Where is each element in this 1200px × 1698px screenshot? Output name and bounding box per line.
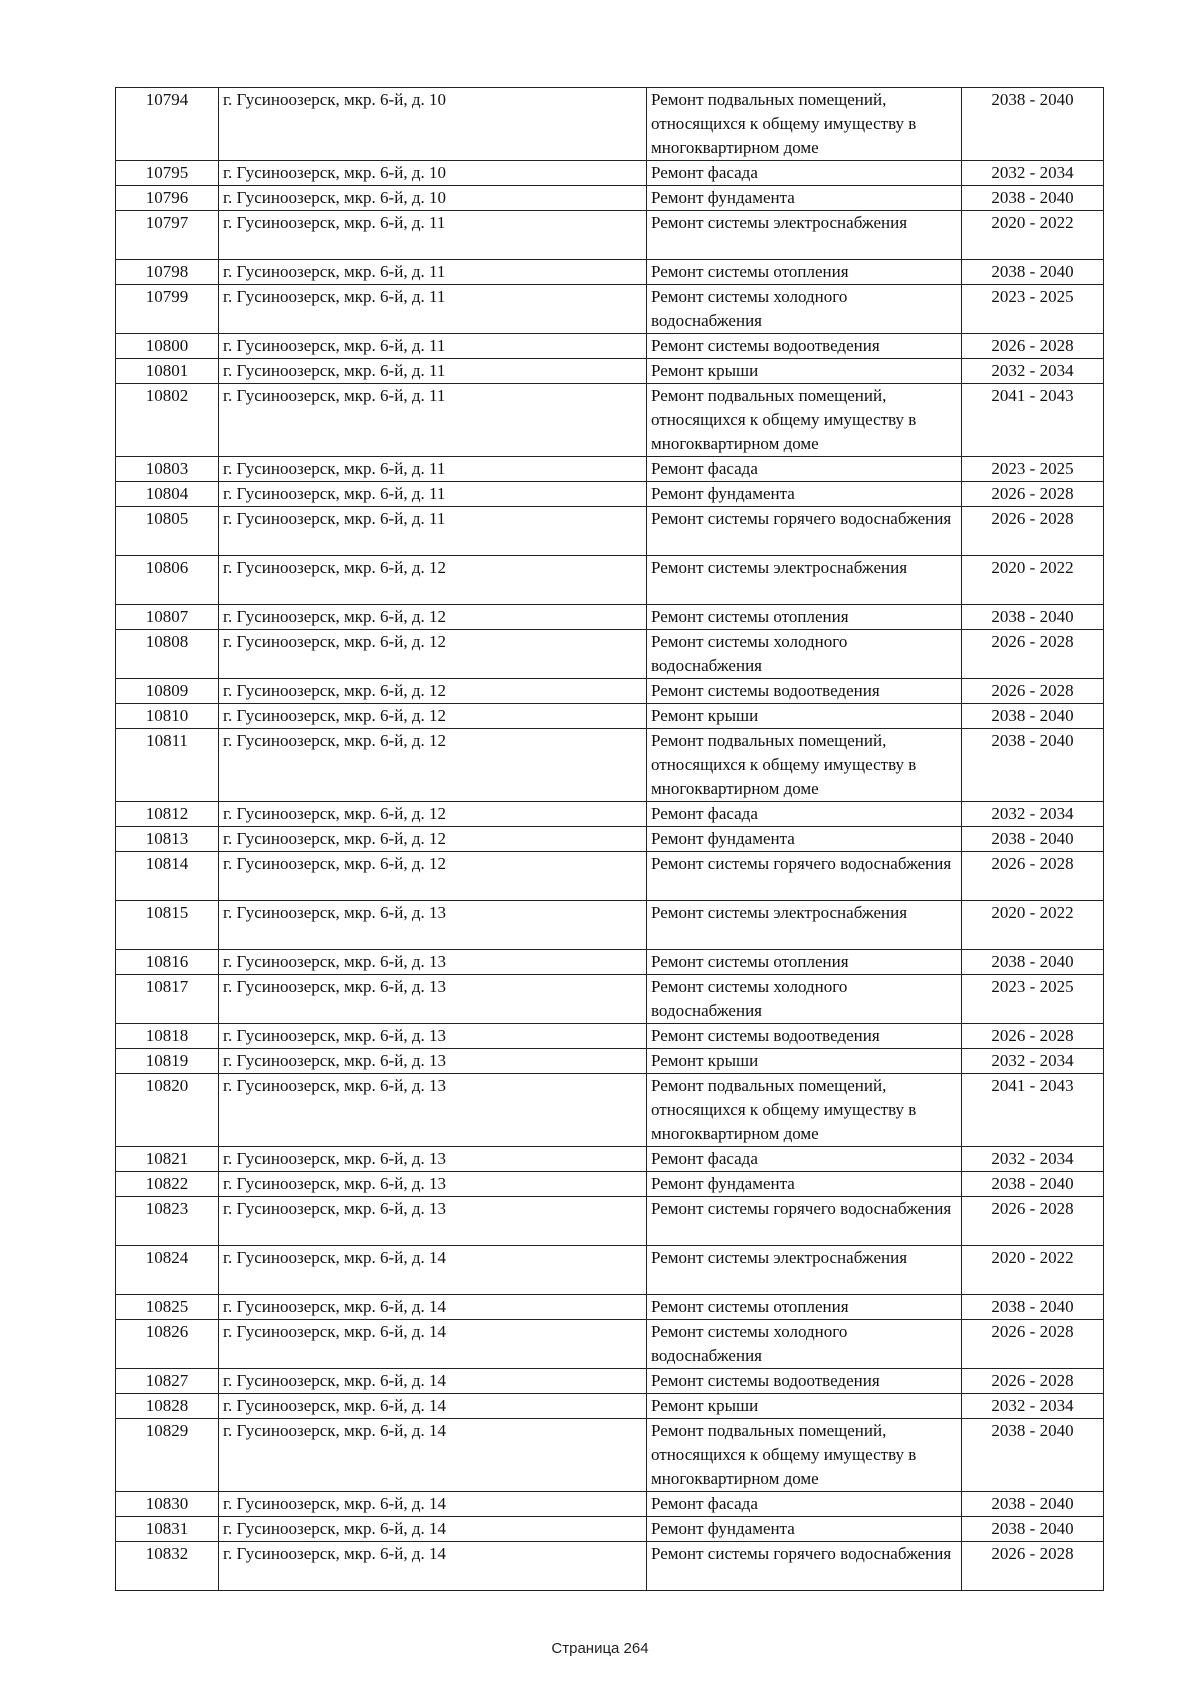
cell-period: 2026 - 2028 [962,1542,1104,1591]
cell-number: 10803 [116,457,219,482]
cell-address: г. Гусиноозерск, мкр. 6-й, д. 12 [219,704,647,729]
cell-number: 10820 [116,1074,219,1147]
cell-period: 2038 - 2040 [962,260,1104,285]
cell-number: 10812 [116,802,219,827]
cell-period: 2032 - 2034 [962,161,1104,186]
cell-address: г. Гусиноозерск, мкр. 6-й, д. 13 [219,1074,647,1147]
cell-period: 2038 - 2040 [962,605,1104,630]
cell-period: 2038 - 2040 [962,729,1104,802]
cell-work-type: Ремонт фасада [647,457,962,482]
cell-address: г. Гусиноозерск, мкр. 6-й, д. 11 [219,482,647,507]
cell-address: г. Гусиноозерск, мкр. 6-й, д. 12 [219,802,647,827]
table-row [116,827,1104,852]
cell-address: г. Гусиноозерск, мкр. 6-й, д. 11 [219,334,647,359]
cell-number: 10817 [116,975,219,1024]
cell-number: 10813 [116,827,219,852]
table-row [116,384,1104,457]
cell-period: 2032 - 2034 [962,1147,1104,1172]
cell-work-type: Ремонт фасада [647,161,962,186]
cell-period: 2026 - 2028 [962,482,1104,507]
cell-work-type: Ремонт системы электроснабжения [647,211,962,260]
table-row [116,186,1104,211]
cell-period: 2032 - 2034 [962,1049,1104,1074]
cell-address: г. Гусиноозерск, мкр. 6-й, д. 10 [219,186,647,211]
cell-period: 2038 - 2040 [962,88,1104,161]
cell-address: г. Гусиноозерск, мкр. 6-й, д. 11 [219,359,647,384]
cell-period: 2041 - 2043 [962,1074,1104,1147]
cell-period: 2023 - 2025 [962,975,1104,1024]
cell-number: 10819 [116,1049,219,1074]
table-row [116,1049,1104,1074]
cell-work-type: Ремонт подвальных помещений, относящихся к общему имуществу в многоквартирном доме [647,88,962,161]
cell-number: 10811 [116,729,219,802]
cell-number: 10794 [116,88,219,161]
cell-address: г. Гусиноозерск, мкр. 6-й, д. 13 [219,901,647,950]
cell-number: 10830 [116,1492,219,1517]
cell-period: 2026 - 2028 [962,679,1104,704]
cell-number: 10805 [116,507,219,556]
cell-work-type: Ремонт системы отопления [647,260,962,285]
cell-address: г. Гусиноозерск, мкр. 6-й, д. 14 [219,1394,647,1419]
cell-work-type: Ремонт системы водоотведения [647,334,962,359]
cell-address: г. Гусиноозерск, мкр. 6-й, д. 14 [219,1369,647,1394]
cell-work-type: Ремонт системы электроснабжения [647,1246,962,1295]
cell-work-type: Ремонт системы водоотведения [647,679,962,704]
table-row [116,1295,1104,1320]
table-row [116,161,1104,186]
table-row [116,704,1104,729]
table-row [116,334,1104,359]
cell-work-type: Ремонт подвальных помещений, относящихся к общему имуществу в многоквартирном доме [647,729,962,802]
cell-period: 2026 - 2028 [962,1197,1104,1246]
cell-address: г. Гусиноозерск, мкр. 6-й, д. 10 [219,88,647,161]
table-row [116,1172,1104,1197]
cell-period: 2020 - 2022 [962,901,1104,950]
cell-address: г. Гусиноозерск, мкр. 6-й, д. 14 [219,1419,647,1492]
cell-address: г. Гусиноозерск, мкр. 6-й, д. 12 [219,556,647,605]
cell-work-type: Ремонт системы горячего водоснабжения [647,1542,962,1591]
cell-address: г. Гусиноозерск, мкр. 6-й, д. 10 [219,161,647,186]
cell-work-type: Ремонт фундамента [647,482,962,507]
table-row [116,1147,1104,1172]
cell-work-type: Ремонт фундамента [647,1172,962,1197]
cell-period: 2038 - 2040 [962,1172,1104,1197]
table-row [116,285,1104,334]
cell-work-type: Ремонт фасада [647,1492,962,1517]
cell-period: 2038 - 2040 [962,1295,1104,1320]
cell-period: 2032 - 2034 [962,359,1104,384]
cell-period: 2020 - 2022 [962,1246,1104,1295]
cell-work-type: Ремонт системы водоотведения [647,1369,962,1394]
table-row [116,1369,1104,1394]
cell-address: г. Гусиноозерск, мкр. 6-й, д. 11 [219,211,647,260]
table-row [116,852,1104,901]
cell-address: г. Гусиноозерск, мкр. 6-й, д. 14 [219,1295,647,1320]
cell-address: г. Гусиноозерск, мкр. 6-й, д. 12 [219,605,647,630]
table-row [116,950,1104,975]
cell-number: 10825 [116,1295,219,1320]
cell-period: 2032 - 2034 [962,802,1104,827]
cell-address: г. Гусиноозерск, мкр. 6-й, д. 11 [219,384,647,457]
cell-address: г. Гусиноозерск, мкр. 6-й, д. 11 [219,457,647,482]
cell-period: 2020 - 2022 [962,556,1104,605]
table-row [116,679,1104,704]
cell-number: 10814 [116,852,219,901]
cell-work-type: Ремонт системы горячего водоснабжения [647,852,962,901]
cell-address: г. Гусиноозерск, мкр. 6-й, д. 13 [219,1197,647,1246]
cell-work-type: Ремонт системы электроснабжения [647,556,962,605]
cell-period: 2023 - 2025 [962,457,1104,482]
table-row [116,211,1104,260]
cell-address: г. Гусиноозерск, мкр. 6-й, д. 12 [219,630,647,679]
cell-period: 2020 - 2022 [962,211,1104,260]
cell-period: 2026 - 2028 [962,1369,1104,1394]
cell-number: 10818 [116,1024,219,1049]
cell-number: 10829 [116,1419,219,1492]
cell-number: 10822 [116,1172,219,1197]
table-row [116,88,1104,161]
cell-number: 10796 [116,186,219,211]
table-row [116,1197,1104,1246]
table-row [116,630,1104,679]
cell-address: г. Гусиноозерск, мкр. 6-й, д. 13 [219,1147,647,1172]
cell-work-type: Ремонт системы электроснабжения [647,901,962,950]
cell-work-type: Ремонт системы горячего водоснабжения [647,507,962,556]
cell-work-type: Ремонт фундамента [647,1517,962,1542]
cell-period: 2032 - 2034 [962,1394,1104,1419]
cell-number: 10802 [116,384,219,457]
cell-work-type: Ремонт системы холодного водоснабжения [647,630,962,679]
table-row [116,1517,1104,1542]
cell-work-type: Ремонт подвальных помещений, относящихся к общему имуществу в многоквартирном доме [647,1419,962,1492]
table-row [116,1419,1104,1492]
table-row [116,1074,1104,1147]
table-row [116,359,1104,384]
cell-period: 2038 - 2040 [962,827,1104,852]
cell-number: 10798 [116,260,219,285]
cell-address: г. Гусиноозерск, мкр. 6-й, д. 14 [219,1517,647,1542]
cell-address: г. Гусиноозерск, мкр. 6-й, д. 12 [219,729,647,802]
cell-number: 10808 [116,630,219,679]
cell-number: 10795 [116,161,219,186]
cell-work-type: Ремонт подвальных помещений, относящихся к общему имуществу в многоквартирном доме [647,1074,962,1147]
cell-period: 2026 - 2028 [962,630,1104,679]
cell-number: 10827 [116,1369,219,1394]
cell-address: г. Гусиноозерск, мкр. 6-й, д. 13 [219,1172,647,1197]
cell-address: г. Гусиноозерск, мкр. 6-й, д. 11 [219,285,647,334]
cell-address: г. Гусиноозерск, мкр. 6-й, д. 14 [219,1492,647,1517]
table-body [116,88,1104,1591]
cell-number: 10797 [116,211,219,260]
cell-number: 10799 [116,285,219,334]
cell-number: 10815 [116,901,219,950]
cell-work-type: Ремонт системы холодного водоснабжения [647,285,962,334]
cell-work-type: Ремонт фасада [647,802,962,827]
cell-number: 10809 [116,679,219,704]
cell-period: 2026 - 2028 [962,334,1104,359]
table-row [116,901,1104,950]
cell-work-type: Ремонт крыши [647,704,962,729]
cell-period: 2038 - 2040 [962,704,1104,729]
cell-number: 10831 [116,1517,219,1542]
cell-work-type: Ремонт системы холодного водоснабжения [647,1320,962,1369]
cell-period: 2038 - 2040 [962,1517,1104,1542]
table-row [116,1246,1104,1295]
cell-address: г. Гусиноозерск, мкр. 6-й, д. 12 [219,679,647,704]
cell-address: г. Гусиноозерск, мкр. 6-й, д. 11 [219,260,647,285]
cell-number: 10832 [116,1542,219,1591]
cell-address: г. Гусиноозерск, мкр. 6-й, д. 12 [219,852,647,901]
cell-number: 10826 [116,1320,219,1369]
cell-address: г. Гусиноозерск, мкр. 6-й, д. 14 [219,1542,647,1591]
table-row [116,260,1104,285]
cell-number: 10804 [116,482,219,507]
cell-address: г. Гусиноозерск, мкр. 6-й, д. 14 [219,1320,647,1369]
cell-work-type: Ремонт фасада [647,1147,962,1172]
cell-period: 2041 - 2043 [962,384,1104,457]
cell-number: 10821 [116,1147,219,1172]
cell-address: г. Гусиноозерск, мкр. 6-й, д. 13 [219,975,647,1024]
cell-number: 10816 [116,950,219,975]
capital-repair-table [115,87,1104,1591]
cell-address: г. Гусиноозерск, мкр. 6-й, д. 14 [219,1246,647,1295]
table-row [116,457,1104,482]
table-row [116,1024,1104,1049]
cell-work-type: Ремонт системы холодного водоснабжения [647,975,962,1024]
cell-address: г. Гусиноозерск, мкр. 6-й, д. 13 [219,950,647,975]
cell-number: 10806 [116,556,219,605]
table-row [116,605,1104,630]
table-row [116,482,1104,507]
table-row [116,1320,1104,1369]
table-row [116,556,1104,605]
cell-work-type: Ремонт подвальных помещений, относящихся к общему имуществу в многоквартирном доме [647,384,962,457]
cell-period: 2038 - 2040 [962,1492,1104,1517]
table-row [116,729,1104,802]
cell-work-type: Ремонт системы отопления [647,1295,962,1320]
cell-work-type: Ремонт системы отопления [647,605,962,630]
cell-number: 10807 [116,605,219,630]
cell-work-type: Ремонт крыши [647,1394,962,1419]
cell-period: 2026 - 2028 [962,1024,1104,1049]
page-number: Страница 264 [551,1640,649,1657]
cell-number: 10810 [116,704,219,729]
cell-period: 2038 - 2040 [962,186,1104,211]
cell-work-type: Ремонт системы водоотведения [647,1024,962,1049]
cell-period: 2023 - 2025 [962,285,1104,334]
cell-address: г. Гусиноозерск, мкр. 6-й, д. 12 [219,827,647,852]
cell-period: 2038 - 2040 [962,1419,1104,1492]
table-row [116,1394,1104,1419]
cell-number: 10824 [116,1246,219,1295]
cell-address: г. Гусиноозерск, мкр. 6-й, д. 11 [219,507,647,556]
cell-period: 2038 - 2040 [962,950,1104,975]
cell-work-type: Ремонт крыши [647,1049,962,1074]
cell-work-type: Ремонт фундамента [647,827,962,852]
cell-number: 10823 [116,1197,219,1246]
cell-period: 2026 - 2028 [962,507,1104,556]
cell-work-type: Ремонт фундамента [647,186,962,211]
cell-period: 2026 - 2028 [962,852,1104,901]
cell-period: 2026 - 2028 [962,1320,1104,1369]
table-row [116,802,1104,827]
cell-address: г. Гусиноозерск, мкр. 6-й, д. 13 [219,1049,647,1074]
cell-address: г. Гусиноозерск, мкр. 6-й, д. 13 [219,1024,647,1049]
cell-work-type: Ремонт системы отопления [647,950,962,975]
cell-number: 10828 [116,1394,219,1419]
cell-number: 10801 [116,359,219,384]
table-row [116,507,1104,556]
cell-work-type: Ремонт системы горячего водоснабжения [647,1197,962,1246]
cell-work-type: Ремонт крыши [647,359,962,384]
table-row [116,1492,1104,1517]
cell-number: 10800 [116,334,219,359]
table-row [116,1542,1104,1591]
table-row [116,975,1104,1024]
